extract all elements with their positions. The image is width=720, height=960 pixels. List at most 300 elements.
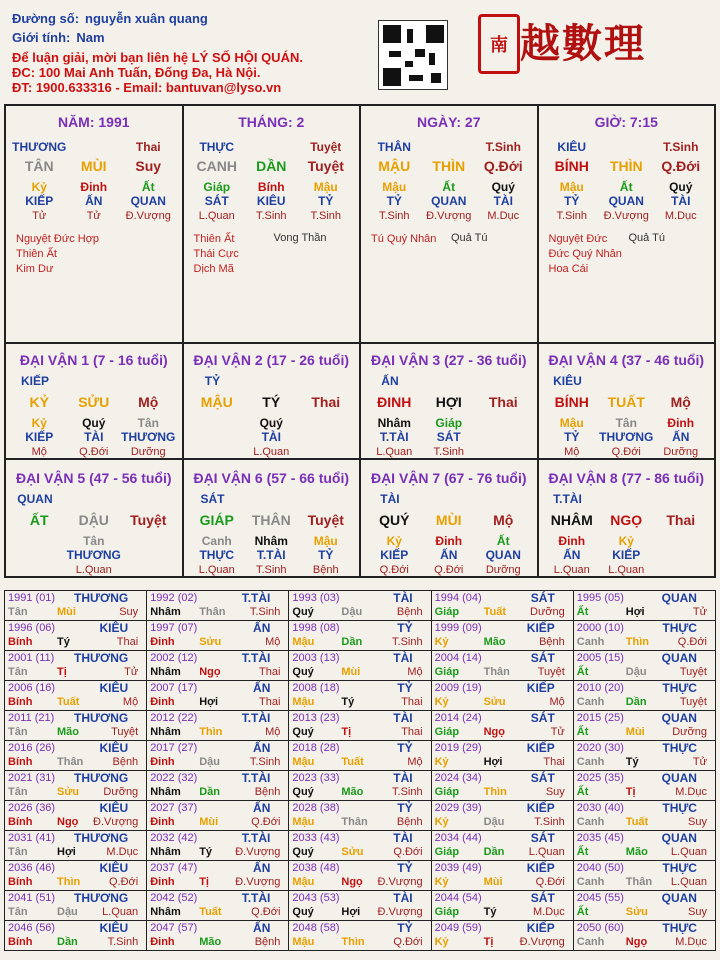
- annual-stem: Nhâm: [150, 606, 181, 618]
- row: [361, 180, 537, 194]
- annual-stem: Tân: [8, 606, 28, 618]
- row: [361, 548, 537, 562]
- cell-text: [299, 416, 354, 430]
- cell-text: ĐINH: [377, 394, 412, 410]
- annual-year: 2019 (29): [434, 742, 482, 754]
- annual-cell: [289, 831, 431, 861]
- annual-god: THƯƠNG: [74, 831, 129, 845]
- annual-phase: Suy: [688, 906, 707, 918]
- annual-branch: Mùi: [199, 816, 219, 828]
- luck-god: ẤN: [381, 374, 399, 388]
- address-line: ĐC: 100 Mai Anh Tuấn, Đống Đa, Hà Nội.: [12, 65, 261, 80]
- annual-branch: Mão: [57, 726, 79, 738]
- annual-year: 2038 (48): [292, 862, 340, 874]
- annual-stem: Đinh: [150, 756, 175, 768]
- annual-cell: [147, 681, 289, 711]
- cell-text: TÀI: [261, 430, 281, 444]
- annual-stem: Mậu: [292, 756, 315, 768]
- annual-stem: Kỷ: [434, 936, 449, 948]
- annual-branch: Tuất: [341, 756, 364, 768]
- annual-branch: Mão: [625, 846, 648, 858]
- annual-year: 2050 (60): [576, 922, 624, 934]
- annual-god: T.TÀI: [241, 771, 271, 785]
- annual-cell: [5, 651, 147, 681]
- cell-text: THƯƠNG: [121, 430, 176, 444]
- annual-year: 2009 (19): [434, 682, 482, 694]
- cell-text: T.Sinh: [310, 210, 342, 222]
- annual-stem: Nhâm: [150, 846, 181, 858]
- row: [184, 158, 360, 174]
- annual-year: 1995 (05): [576, 592, 624, 604]
- row: [6, 548, 182, 562]
- annual-god: QUAN: [661, 771, 697, 785]
- annual-phase: Dưỡng: [103, 786, 139, 798]
- annual-year: 2037 (47): [150, 862, 198, 874]
- annual-god: KIẾP: [526, 621, 555, 635]
- cell-text: ẤN: [563, 548, 581, 562]
- annual-cell: [147, 891, 289, 921]
- annual-god: KIẾP: [526, 681, 555, 695]
- cell-text: Dưỡng: [663, 446, 699, 458]
- annual-year: 2001 (11): [8, 652, 55, 664]
- annual-stem: Canh: [576, 756, 605, 768]
- annual-god: SÁT: [530, 591, 555, 605]
- annual-god: KIÊU: [99, 861, 129, 875]
- cell-text: Bệnh: [312, 564, 339, 576]
- annual-year: 2003 (13): [292, 652, 340, 664]
- annual-branch: Sửu: [341, 846, 364, 858]
- annual-year: 2041 (51): [8, 892, 56, 904]
- auxiliary-star: Thiên Ất: [16, 248, 57, 260]
- annual-god: ẤN: [253, 741, 271, 755]
- cell-text: Mộ: [670, 394, 691, 410]
- luck-cell: [6, 460, 184, 578]
- annual-phase: Đ.Vượng: [93, 816, 139, 828]
- annual-phase: M.Dục: [675, 936, 707, 948]
- annual-phase: Tử: [692, 606, 707, 618]
- cell-text: [121, 534, 176, 548]
- annual-branch: Mão: [199, 936, 222, 948]
- annual-branch: Hợi: [625, 606, 645, 618]
- annual-stem: Canh: [576, 636, 605, 648]
- annual-god: THƯƠNG: [74, 771, 129, 785]
- cell-text: Tuyệt: [307, 158, 344, 174]
- annual-god: THỰC: [662, 801, 697, 815]
- annual-branch: Sửu: [57, 786, 80, 798]
- cell-text: [422, 140, 477, 154]
- annual-stem: Tân: [8, 846, 28, 858]
- cell-text: Bính: [257, 180, 285, 194]
- annual-god: TÀI: [393, 771, 413, 785]
- cell-text: HỢI: [435, 394, 462, 410]
- cell-text: Tử: [86, 210, 101, 222]
- row: [361, 394, 537, 410]
- auxiliary-star: Nguyệt Đức Hợp: [16, 233, 100, 245]
- row: [6, 210, 182, 222]
- annual-branch: Thìn: [199, 726, 223, 738]
- row: [184, 180, 360, 194]
- annual-phase: Thai: [116, 636, 139, 648]
- annual-year: 2014 (24): [434, 712, 482, 724]
- cell-text: [121, 564, 176, 576]
- auxiliary-star: Thiên Ất: [193, 233, 235, 245]
- cell-text: CANH: [196, 158, 237, 174]
- row: [361, 416, 537, 430]
- cell-text: Quý: [259, 416, 283, 430]
- annual-branch: Tị: [483, 936, 494, 948]
- annual-phase: T.Sinh: [534, 816, 565, 828]
- row: [539, 446, 715, 458]
- luck-heading: ĐẠI VẬN 3 (27 - 36 tuổi): [370, 352, 527, 368]
- annual-cell: [574, 891, 716, 921]
- pillar-cell: [184, 106, 362, 344]
- annual-phase: Q.Đới: [108, 876, 139, 888]
- cell-text: THỰC: [199, 548, 235, 562]
- annual-god: T.TÀI: [241, 831, 271, 845]
- cell-text: THÌN: [432, 158, 466, 174]
- cell-text: Mậu: [313, 534, 338, 548]
- annual-god: ẤN: [253, 621, 271, 635]
- cell-text: TỶ: [318, 548, 334, 562]
- cell-text: [476, 430, 531, 444]
- cell-text: [654, 564, 709, 576]
- annual-phase: Thai: [401, 696, 423, 708]
- cell-text: Kỷ: [31, 180, 47, 194]
- annual-year: 2022 (32): [150, 772, 198, 784]
- annual-cell: [147, 621, 289, 651]
- annual-phase: Mộ: [549, 696, 565, 708]
- cell-text: T.Sinh: [485, 140, 521, 154]
- annual-god: THƯƠNG: [74, 591, 129, 605]
- annual-year: 2042 (52): [150, 892, 198, 904]
- annual-phase: Đ.Vượng: [519, 936, 565, 948]
- annual-god: TÀI: [393, 831, 413, 845]
- row: [361, 564, 537, 576]
- cell-text: SÁT: [204, 194, 229, 208]
- annual-year: 2025 (35): [576, 772, 624, 784]
- annual-stem: Mậu: [292, 636, 315, 648]
- annual-cell: [5, 771, 147, 801]
- cell-text: [190, 430, 245, 444]
- cell-text: Giáp: [435, 416, 463, 430]
- cell-text: Đinh: [558, 534, 586, 548]
- annual-stem: Giáp: [434, 906, 460, 918]
- cell-text: M.Dục: [664, 210, 697, 222]
- annual-year: 2044 (54): [434, 892, 482, 904]
- annual-god: THỰC: [662, 681, 697, 695]
- annual-cell: [5, 801, 147, 831]
- cell-text: Tuyệt: [130, 512, 167, 528]
- annual-year: 2032 (42): [150, 832, 198, 844]
- annual-god: THỰC: [662, 741, 697, 755]
- cell-text: MÙI: [435, 512, 462, 528]
- luck-heading: ĐẠI VẬN 2 (17 - 26 tuổi): [193, 352, 350, 368]
- annual-god: KIẾP: [526, 801, 555, 815]
- cell-text: [12, 548, 67, 562]
- annual-god: KIẾP: [526, 861, 555, 875]
- annual-branch: Ngọ: [57, 816, 79, 828]
- cell-text: Q.Đới: [79, 446, 109, 458]
- annual-god: KIÊU: [99, 741, 129, 755]
- annual-cell: [574, 921, 716, 951]
- annual-cell: [574, 651, 716, 681]
- cell-text: Ất: [619, 180, 633, 194]
- qr-code-icon: [378, 20, 448, 90]
- annual-phase: T.Sinh: [249, 756, 281, 768]
- cell-text: [190, 446, 245, 458]
- pillar-heading: THÁNG: 2: [238, 114, 305, 130]
- annual-god: KIẾP: [526, 741, 555, 755]
- annual-cell: [147, 801, 289, 831]
- cell-text: T.Sinh: [255, 564, 287, 576]
- annual-cell: [432, 651, 574, 681]
- annual-god: TỶ: [397, 801, 413, 815]
- pillar-heading: NĂM: 1991: [57, 114, 130, 130]
- annual-god: ẤN: [253, 801, 271, 815]
- annual-year: 2010 (20): [576, 682, 624, 694]
- pillar-heading: NGÀY: 27: [416, 114, 481, 130]
- cell-text: Q.Đới: [434, 564, 464, 576]
- annual-god: KIÊU: [99, 801, 129, 815]
- cell-text: L.Quan: [198, 564, 235, 576]
- cell-text: ẤT: [29, 512, 49, 528]
- annual-stem: Bính: [8, 696, 33, 708]
- cell-text: GIÁP: [199, 512, 234, 528]
- site-title: 越數理: [520, 20, 646, 67]
- annual-branch: Mùi: [57, 606, 76, 618]
- annual-stem: Mậu: [292, 816, 315, 828]
- auxiliary-star: Đức Quý Nhân: [548, 248, 622, 260]
- cell-text: T.Sinh: [663, 140, 699, 154]
- row: [539, 180, 715, 194]
- annual-phase: Mộ: [122, 696, 139, 708]
- cell-text: Nhâm: [254, 534, 288, 548]
- luck-heading: ĐẠI VẬN 5 (47 - 56 tuổi): [15, 470, 172, 486]
- annual-cell: [289, 771, 431, 801]
- seal-logo: 南: [478, 14, 520, 74]
- annual-stem: Giáp: [434, 846, 460, 858]
- annual-branch: Thân: [341, 816, 368, 828]
- cell-text: Mậu: [559, 416, 584, 430]
- annual-phase: Bệnh: [254, 936, 281, 948]
- annual-branch: Tuất: [483, 606, 506, 618]
- annual-stem: Canh: [576, 816, 605, 828]
- cell-text: [121, 548, 176, 562]
- annual-cell: [147, 771, 289, 801]
- annual-god: QUAN: [661, 591, 697, 605]
- auxiliary-star: Hoa Cái: [548, 263, 589, 275]
- annual-branch: Tý: [625, 756, 639, 768]
- annual-phase: Q.Đới: [251, 906, 281, 918]
- annual-branch: Dậu: [483, 816, 505, 828]
- annual-stem: Ất: [576, 726, 589, 738]
- annual-god: THỰC: [662, 921, 697, 935]
- annual-god: T.TÀI: [241, 591, 271, 605]
- cell-text: TÂN: [24, 158, 54, 174]
- row: [539, 416, 715, 430]
- annual-god: TỶ: [397, 861, 413, 875]
- annual-god: TỶ: [397, 741, 413, 755]
- row: [184, 194, 360, 208]
- annual-cell: [289, 741, 431, 771]
- annual-branch: Hợi: [341, 906, 361, 918]
- annual-year: 1997 (07): [150, 622, 198, 634]
- annual-year: 2048 (58): [292, 922, 340, 934]
- annual-grid: [4, 590, 716, 951]
- cell-text: Suy: [135, 158, 162, 174]
- annual-god: TÀI: [393, 891, 413, 905]
- row: [361, 210, 537, 222]
- annual-phase: Mộ: [265, 636, 281, 648]
- annual-phase: Tuyệt: [679, 666, 707, 678]
- annual-phase: Đ.Vượng: [377, 876, 423, 888]
- cell-text: [654, 534, 709, 548]
- cell-text: KIẾP: [380, 548, 409, 562]
- annual-year: 2047 (57): [150, 922, 198, 934]
- annual-stem: Kỷ: [434, 816, 449, 828]
- annual-stem: Đinh: [150, 636, 175, 648]
- cell-text: T.Sinh: [255, 210, 287, 222]
- cell-text: [299, 446, 354, 458]
- annual-phase: L.Quan: [102, 906, 139, 918]
- row: [6, 140, 182, 154]
- annual-year: 2031 (41): [8, 832, 56, 844]
- luck-heading: ĐẠI VẬN 7 (67 - 76 tuổi): [370, 470, 527, 486]
- annual-cell: [432, 921, 574, 951]
- cell-text: ẤN: [85, 194, 103, 208]
- annual-year: 2028 (38): [292, 802, 340, 814]
- four-pillars-grid: [4, 104, 716, 342]
- annual-year: 2039 (49): [434, 862, 482, 874]
- annual-phase: Thai: [258, 666, 281, 678]
- cell-text: Quý: [491, 180, 515, 194]
- annual-stem: Kỷ: [434, 696, 449, 708]
- annual-year: 2030 (40): [576, 802, 624, 814]
- annual-phase: Q.Đới: [393, 936, 423, 948]
- cell-text: NHÂM: [550, 512, 593, 528]
- cell-text: KIẾP: [25, 194, 54, 208]
- luck-god: KIẾP: [20, 374, 49, 388]
- auxiliary-star: Kim Dư: [16, 263, 54, 275]
- cell-text: Tân: [83, 534, 105, 548]
- cell-text: Ất: [442, 180, 456, 194]
- annual-stem: Ất: [576, 846, 589, 858]
- cell-text: [476, 416, 531, 430]
- annual-phase: Q.Đới: [393, 846, 423, 858]
- annual-stem: Tân: [8, 666, 28, 678]
- annual-god: QUAN: [661, 831, 697, 845]
- cell-text: QUÝ: [379, 512, 410, 528]
- luck-cell: [184, 460, 362, 578]
- annual-branch: Tý: [341, 696, 355, 708]
- annual-god: T.TÀI: [241, 651, 271, 665]
- annual-stem: Giáp: [434, 606, 460, 618]
- annual-phase: Dưỡng: [672, 726, 707, 738]
- cell-text: L.Quan: [253, 446, 290, 458]
- luck-heading: ĐẠI VẬN 6 (57 - 66 tuổi): [193, 470, 350, 486]
- annual-branch: Dậu: [341, 606, 363, 618]
- row: [6, 394, 182, 410]
- cell-text: Quý: [82, 416, 106, 430]
- auxiliary-star: Thái Cực: [193, 248, 239, 260]
- annual-year: 2002 (12): [150, 652, 198, 664]
- annual-year: 2020 (30): [576, 742, 624, 754]
- annual-year: 2029 (39): [434, 802, 482, 814]
- annual-branch: Sửu: [483, 696, 506, 708]
- cell-text: Kỷ: [386, 534, 402, 548]
- cell-text: M.Dục: [487, 210, 520, 222]
- luck-heading: ĐẠI VẬN 1 (7 - 16 tuổi): [19, 352, 168, 368]
- cell-text: TÀI: [84, 430, 104, 444]
- annual-stem: Quý: [292, 786, 314, 798]
- cell-text: [12, 564, 67, 576]
- cell-text: THƯƠNG: [12, 140, 67, 154]
- annual-year: 2004 (14): [434, 652, 482, 664]
- annual-cell: [5, 621, 147, 651]
- cell-text: Q.Đới: [379, 564, 409, 576]
- annual-branch: Ngọ: [483, 726, 505, 738]
- annual-stem: Tân: [8, 906, 28, 918]
- annual-year: 2005 (15): [576, 652, 624, 664]
- annual-phase: M.Dục: [675, 786, 707, 798]
- annual-stem: Đinh: [150, 696, 175, 708]
- annual-god: QUAN: [661, 891, 697, 905]
- cell-text: KIÊU: [256, 194, 286, 208]
- luck-god: QUAN: [17, 492, 53, 506]
- annual-stem: Canh: [576, 936, 605, 948]
- annual-god: KIẾP: [526, 921, 555, 935]
- row: [539, 564, 715, 576]
- row: [6, 180, 182, 194]
- cell-text: TÝ: [262, 394, 281, 410]
- luck-god: TỶ: [204, 374, 221, 388]
- annual-stem: Bính: [8, 936, 33, 948]
- row: [6, 512, 182, 528]
- annual-branch: Dậu: [625, 666, 647, 678]
- annual-branch: Dậu: [57, 906, 78, 918]
- annual-phase: M.Dục: [533, 906, 565, 918]
- annual-stem: Tân: [8, 726, 28, 738]
- cell-text: Đinh: [435, 534, 463, 548]
- luck-cell: [6, 342, 184, 460]
- annual-year: 2017 (27): [150, 742, 198, 754]
- annual-phase: Bệnh: [539, 636, 565, 648]
- annual-cell: [5, 921, 147, 951]
- annual-phase: Thai: [543, 756, 565, 768]
- annual-stem: Quý: [292, 666, 314, 678]
- annual-god: T.TÀI: [241, 711, 271, 725]
- luck-cell: [361, 460, 539, 578]
- annual-cell: [574, 861, 716, 891]
- row: [184, 534, 360, 548]
- cell-text: Tử: [32, 210, 47, 222]
- row: [539, 548, 715, 562]
- cell-text: QUAN: [431, 194, 467, 208]
- annual-phase: Đ.Vượng: [377, 906, 423, 918]
- cell-text: TÀI: [493, 194, 513, 208]
- annual-branch: Hợi: [57, 846, 76, 858]
- cell-text: Mộ: [564, 446, 580, 458]
- annual-phase: Tuyệt: [679, 696, 707, 708]
- cell-text: Mộ: [493, 512, 514, 528]
- annual-stem: Quý: [292, 906, 314, 918]
- annual-year: 2007 (17): [150, 682, 198, 694]
- annual-cell: [147, 591, 289, 621]
- cell-text: Mộ: [31, 446, 47, 458]
- annual-god: QUAN: [661, 711, 697, 725]
- annual-branch: Ngọ: [341, 876, 363, 888]
- annual-god: SÁT: [530, 771, 555, 785]
